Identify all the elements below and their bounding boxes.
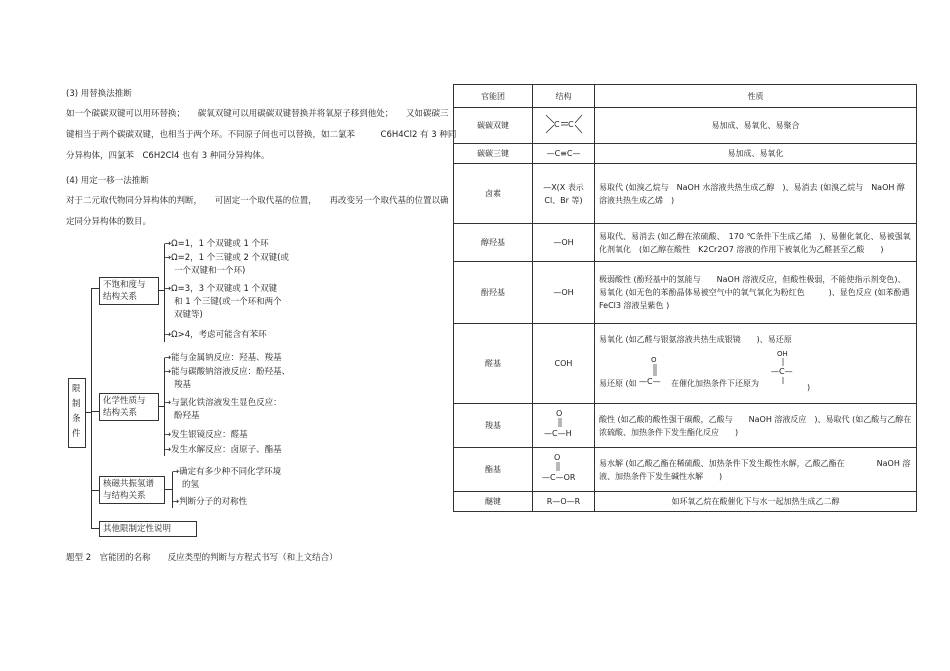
table-row [454,404,917,448]
group-title: 与结构关系 [103,491,146,501]
functional-group-table [453,84,917,512]
group-name: 羧基 [454,404,533,448]
list-item: →能与碳酸钠溶液反应：酚羟基、 [164,367,291,377]
group-title: 结构关系 [103,292,138,302]
table-row [454,108,917,144]
structure-cell: R—O—R [533,492,595,512]
svg-text:C: C [567,119,574,129]
group-name: 碳碳双键 [454,108,533,144]
table-row [454,492,917,512]
table-row [454,448,917,492]
property-cell: 如环氧乙烷在酸催化下与水一起加热生成乙二醇 [595,492,917,512]
group-title: 不饱和度与 [103,280,146,290]
group-nmr-box [99,476,165,504]
section-4-line-1: 对于二元取代物同分异构体的判断， 可固定一个取代基的位置， 再改变另一个取代基的位置以确 [66,196,449,206]
list-item: →与氯化铁溶液发生显色反应： [164,398,282,408]
svg-text:OH: OH [777,350,788,358]
list-item: 的氢 [182,480,200,490]
group-chemical-property-box [99,393,159,421]
svg-text:O: O [553,452,560,462]
group-title: 其他限制定性说明 [103,524,172,534]
header-property: 性质 [595,85,917,108]
footer-question-type: 题型 2 官能团的名称 反应类型的判断与方程式书写（和上文结合） [66,553,338,563]
list-item: 酚羟基 [174,411,200,421]
connector [91,411,99,412]
structure-cell: —C≡C— [533,144,595,164]
group-name: 醇羟基 [454,224,533,262]
root-char: 条 [72,414,81,424]
structure-cell [533,108,595,144]
group-name: 酯基 [454,448,533,492]
section-4-title: (4) 用定一移一法推断 [66,176,149,186]
header-group: 官能团 [454,85,533,108]
ester-structure-icon [540,451,588,485]
connector [91,490,99,491]
header-structure: 结构 [533,85,595,108]
section-3-line-1: 如一个碳碳双键可以用环替换； 碳氧双键可以用碳碳双键替换并将氧原子移到他处； 又如碳碳三 [66,109,449,119]
svg-text:在催化加热条件下还原为: 在催化加热条件下还原为 [671,379,759,388]
group-name: 醛基 [454,324,533,404]
structure-cell: —X(X 表示 Cl、Br 等) [533,164,595,224]
svg-text:—C—OR: —C—OR [541,472,575,482]
list-item: 羧基 [174,380,192,390]
group-name: 卤素 [454,164,533,224]
connector [164,489,172,490]
carbonyl-reduction-icon [599,346,859,394]
svg-text:O: O [555,408,562,418]
section-3-line-2: 键相当于两个碳碳双键，也相当于两个环。不同原子间也可以替换，如二氯苯 C6H4Cl2 有 3 种同 [66,130,457,140]
group-name: 酚羟基 [454,262,533,324]
property-line: 易氧化 (如乙醛与银氨溶液共热生成银镜 )、易还原 [599,335,792,344]
section-3-title: (3) 用替换法推断 [66,89,132,99]
property-cell [595,324,917,404]
property-cell: 极弱酸性 (酚羟基中的氢能与 NaOH 溶液反应，但酸性极弱，不能使指示剂变色)、易氧化 (如无色的苯酚晶体易被空气中的氧气氧化为粉红色 )、显色反应 (如苯酚遇 FeCl3 溶液呈紫色 ) [595,262,917,324]
property-cell: 易加成、易氧化 [595,144,917,164]
svg-text:—C—: —C— [771,367,793,376]
group-name: 碳碳三键 [454,144,533,164]
group-other-box [99,521,197,537]
trunk-line [91,288,92,528]
section-3-line-3: 分异构体，四氯苯 C6H2Cl4 也有 3 种同分异构体。 [66,151,270,161]
table-row [454,164,917,224]
list-item: 和 1 个三键(或一个环和两个 [174,297,282,307]
list-item: →Ω=3，3 个双键或 1 个双键 [164,284,278,294]
list-item: →Ω=1，1 个双键或 1 个环 [164,239,269,249]
root-char: 制 [72,399,81,409]
property-cell: 易取代、易消去 (如乙醇在浓硫酸、 170 ℃条件下生成乙烯 )、易催化氧化、易被强氧化剂氧化 (如乙醇在酸性 K2Cr2O7 溶液的作用下被氧化为乙醛甚至乙酸 ) [595,224,917,262]
structure-cell: COH [533,324,595,404]
list-item: →发生银镜反应：醛基 [164,430,248,440]
property-cell: 易加成、易氧化、易聚合 [595,108,917,144]
root-box [68,378,86,448]
table-row [454,262,917,324]
structure-cell [533,448,595,492]
list-item: →判断分子的对称性 [172,497,248,507]
list-item: →Ω=2，1 个三键或 2 个双键(或 [164,253,289,263]
list-item: →能与金属钠反应：羟基、羧基 [164,353,282,363]
svg-text:—C—: —C— [639,377,661,386]
list-item: 双键等) [174,310,203,320]
table-row [454,324,917,404]
property-diagram [599,346,912,394]
carboxyl-structure-icon [542,407,586,441]
structure-cell: —OH [533,224,595,262]
connector [91,288,99,289]
table-header-row [454,85,917,108]
structure-cell: —OH [533,262,595,324]
group-title: 结构关系 [103,408,138,418]
group-title: 化学性质与 [103,396,146,406]
list-item: →Ω>4，考虑可能含有苯环 [164,330,267,340]
alkene-structure-icon [542,111,586,137]
table-row [454,144,917,164]
list-item: →确定有多少种不同化学环境 [172,467,282,477]
property-cell: 酸性 (如乙酸的酸性强于碳酸，乙酸与 NaOH 溶液反应 )、易取代 (如乙酸与乙醇在浓硫酸、加热条件下发生酯化反应 ) [595,404,917,448]
list-item: →发生水解反应：卤原子、酯基 [164,445,282,455]
group-title: 核磁共振氢谱 [103,479,155,489]
list-item: 一个双键和一个环) [174,266,246,276]
svg-text:C: C [553,119,560,129]
svg-text:易还原 (如: 易还原 (如 [599,379,637,388]
svg-text:—C—H: —C—H [543,428,572,438]
root-char: 限 [72,384,81,394]
svg-text:): ) [807,383,811,392]
property-cell: 易水解 (如乙酸乙酯在稀硫酸、加热条件下发生酸性水解，乙酸乙酯在 NaOH 溶液、加热条件下发生碱性水解 ) [595,448,917,492]
root-char: 件 [72,429,81,439]
structure-cell [533,404,595,448]
svg-text:O: O [651,356,657,364]
restriction-conditions-diagram [66,238,302,538]
property-cell: 易取代 (如溴乙烷与 NaOH 水溶液共热生成乙醇 )、易消去 (如溴乙烷与 NaOH 醇溶液共热生成乙烯 ) [595,164,917,224]
group-name: 醚键 [454,492,533,512]
connector [91,528,99,529]
section-4-line-2: 定同分异构体的数目。 [66,217,152,227]
group-unsaturation-box [99,277,159,305]
table-row [454,224,917,262]
